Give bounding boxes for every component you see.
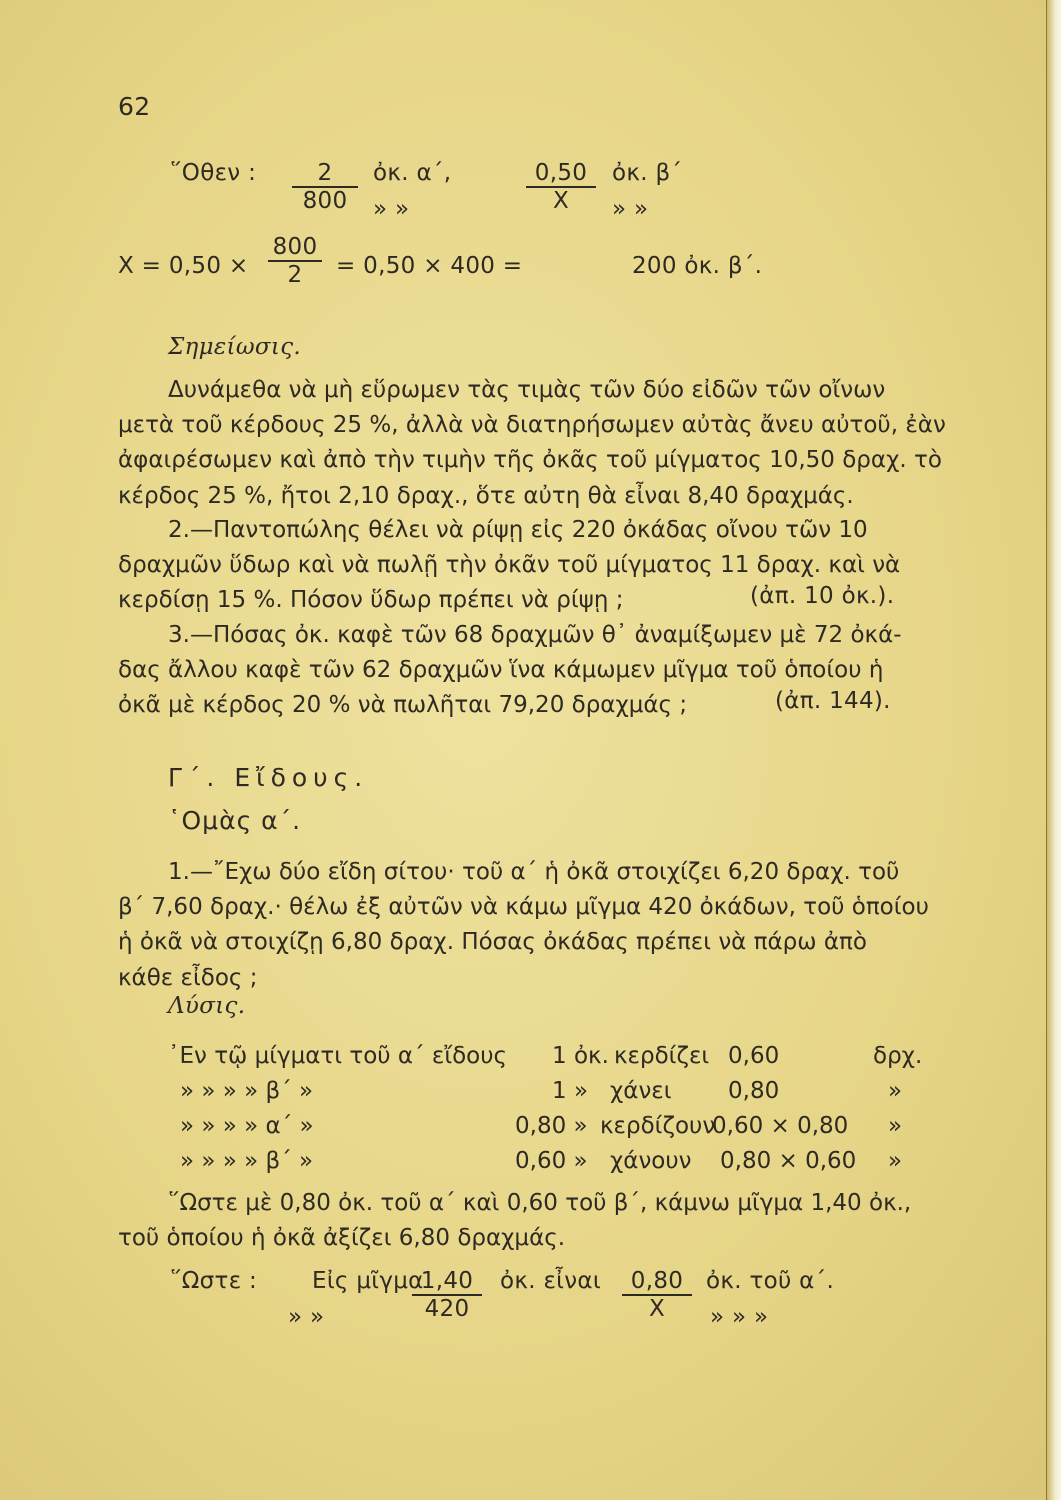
proportion-lead: ῞Ωστε : <box>170 1268 258 1294</box>
equation-result: 200 ὀκ. β΄. <box>632 253 763 279</box>
section-title: Γ΄. Εἴδους. <box>168 763 369 792</box>
unit-ditto: » » <box>612 196 649 222</box>
table-cell: ᾽Εν τῷ μίγματι τοῦ α΄ εἴδους <box>168 1043 508 1069</box>
note-heading: Σημείωσις. <box>168 334 302 360</box>
table-cell: 0,60 » <box>515 1148 588 1174</box>
text-line: ἡ ὀκᾶ νὰ στοιχίζῃ 6,80 δραχ. Πόσας ὀκάδας πρέπει νὰ πάρω ἀπὸ <box>118 929 867 956</box>
unit-ditto: » » » <box>710 1304 769 1330</box>
table-cell: δρχ. <box>873 1043 923 1069</box>
table-cell: κερδίζουν <box>600 1113 716 1139</box>
table-cell: κερδίζει <box>614 1043 710 1069</box>
note-paragraph <box>118 373 946 514</box>
table-cell: » <box>888 1113 903 1139</box>
table-cell: 1 » <box>552 1078 589 1104</box>
table-cell: » » » » β΄ » <box>180 1078 314 1104</box>
unit-ditto: » » <box>288 1304 325 1330</box>
fraction-left <box>412 1268 482 1322</box>
fraction-numerator: 0,80 <box>630 1268 684 1294</box>
answer: (ἀπ. 10 ὀκ.). <box>750 583 895 609</box>
fraction-denominator: 800 <box>292 186 358 214</box>
answer: (ἀπ. 144). <box>775 688 891 714</box>
text-line: μετὰ τοῦ κέρδους 25 %, ἀλλὰ νὰ διατηρήσωμεν αὐτὰς ἄνευ αὐτοῦ, ἐὰν <box>118 412 946 439</box>
table-row <box>180 1148 928 1182</box>
table-cell: 1 ὀκ. <box>552 1043 609 1069</box>
table-cell: » <box>888 1148 903 1174</box>
table-cell: 0,60 <box>728 1043 780 1069</box>
problem-1 <box>118 855 929 996</box>
table-row <box>180 1078 928 1112</box>
text-line: τοῦ ὁποίου ἡ ὀκᾶ ἀξίζει 6,80 δραχμάς. <box>118 1225 566 1252</box>
fraction-numerator: 2 <box>317 160 333 186</box>
table-cell: 0,80 » <box>515 1113 588 1139</box>
proportion-text: ὀκ. εἶναι <box>500 1268 601 1294</box>
table-cell: 0,60 × 0,80 <box>712 1113 849 1139</box>
fraction-numerator: 1,40 <box>420 1268 474 1294</box>
fraction-denominator: 2 <box>268 260 322 288</box>
text-line: ῞Ωστε μὲ 0,80 ὀκ. τοῦ α΄ καὶ 0,60 τοῦ β΄, κάμνω μῖγμα 1,40 ὀκ., <box>168 1190 912 1216</box>
fraction-denominator: Χ <box>622 1294 692 1322</box>
text-line: κέρδος 25 %, ἤτοι 2,10 δραχ., ὅτε αὐτη θὰ εἶναι 8,40 δραχμάς. <box>118 482 854 509</box>
solution-heading: Λύσις. <box>168 993 246 1019</box>
text-line: Δυνάμεθα νὰ μὴ εὕρωμεν τὰς τιμὰς τῶν δύο εἰδῶν τῶν οἴνων <box>168 377 886 403</box>
proportion-text: ὀκ. τοῦ α΄. <box>706 1268 835 1294</box>
table-row <box>180 1113 928 1147</box>
table-cell: 0,80 × 0,60 <box>720 1148 857 1174</box>
text-line: β΄ 7,60 δραχ.· θέλω ἐξ αὐτῶν νὰ κάμω μῖγμα 420 ὀκάδων, τοῦ ὁποίου <box>118 894 929 921</box>
equation-rhs: = 0,50 × 400 = <box>336 253 523 279</box>
text-line: ὀκᾶ μὲ κέρδος 20 % νὰ πωλῆται 79,20 δραχμάς ; <box>118 692 688 719</box>
fraction-numerator: 0,50 <box>534 160 588 186</box>
text-line: 2.—Παντοπώλης θέλει νὰ ρίψῃ εἰς 220 ὀκάδας οἴνου τῶν 10 <box>168 517 868 543</box>
unit-label: ὀκ. β΄ <box>612 160 683 186</box>
fraction-denominator: Χ <box>526 186 596 214</box>
table-row <box>168 1043 928 1077</box>
proportion-lead: ῞Οθεν : <box>170 160 257 186</box>
equation-fraction <box>268 234 322 288</box>
fraction-numerator: 800 <box>272 234 318 260</box>
text-line: 1.—῎Εχω δύο εἴδη σίτου· τοῦ α΄ ἡ ὀκᾶ στοιχίζει 6,20 δραχ. τοῦ <box>168 859 900 885</box>
text-line: κάθε εἶδος ; <box>118 964 258 991</box>
solution-conclusion <box>118 1186 926 1256</box>
equation-lhs: Χ = 0,50 × <box>118 253 249 279</box>
group-title: ῾Ομὰς α΄. <box>168 806 302 835</box>
text-line: ἀφαιρέσωμεν καὶ ἀπὸ τὴν τιμὴν τῆς ὀκᾶς τοῦ μίγματος 10,50 δραχ. τὸ <box>118 447 942 474</box>
text-line: κερδίσῃ 15 %. Πόσον ὕδωρ πρέπει νὰ ρίψῃ ; <box>118 587 624 614</box>
table-cell: χάνουν <box>610 1148 692 1174</box>
page-edge <box>1046 0 1061 1500</box>
table-cell: » <box>888 1078 903 1104</box>
table-cell: χάνει <box>610 1078 672 1104</box>
proportion-text: Εἰς μῖγμα <box>312 1268 424 1294</box>
fraction-right <box>526 160 596 214</box>
unit-ditto: » » <box>373 196 410 222</box>
fraction-right <box>622 1268 692 1322</box>
table-cell: » » » » α΄ » <box>180 1113 314 1139</box>
text-line: 3.—Πόσας ὀκ. καφὲ τῶν 68 δραχμῶν θ᾽ ἀναμίξωμεν μὲ 72 ὀκά- <box>168 622 902 648</box>
table-cell: » » » » β΄ » <box>180 1148 314 1174</box>
table-cell: 0,80 <box>728 1078 780 1104</box>
fraction-left <box>292 160 358 214</box>
page-number: 62 <box>118 92 151 121</box>
text-line: δραχμῶν ὕδωρ καὶ νὰ πωλῇ τὴν ὀκᾶν τοῦ μίγματος 11 δραχ. καὶ νὰ <box>118 552 901 579</box>
text-line: δας ἄλλου καφὲ τῶν 62 δραχμῶν ἵνα κάμωμεν μῖγμα τοῦ ὁποίου ἡ <box>118 657 884 684</box>
fraction-denominator: 420 <box>412 1294 482 1322</box>
unit-label: ὀκ. α΄, <box>373 160 452 186</box>
